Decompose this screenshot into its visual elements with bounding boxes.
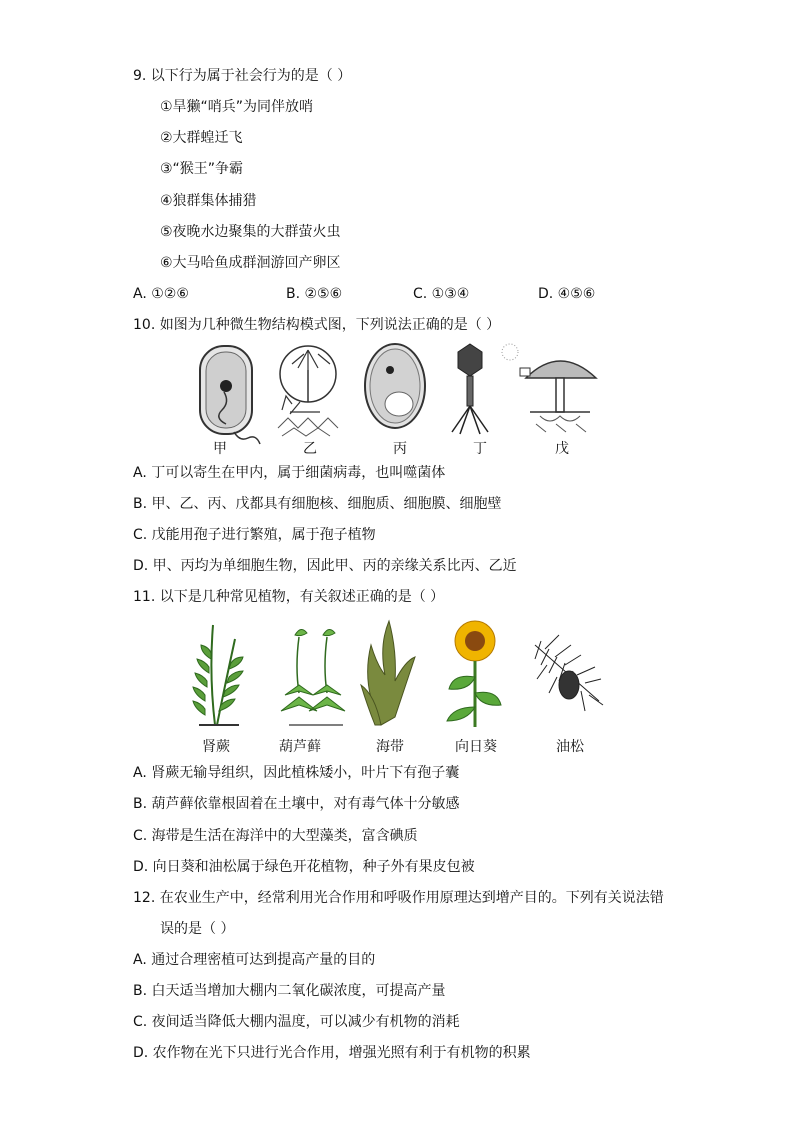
fern-image	[193, 625, 243, 725]
q9-stem: 9. 以下行为属于社会行为的是（ ）	[133, 68, 352, 84]
plant-label-haidai: 海带	[376, 739, 404, 755]
q10-option-c: C. 戊能用孢子进行繁殖，属于孢子植物	[133, 527, 376, 543]
phage-image	[452, 344, 488, 434]
pine-image	[535, 635, 603, 711]
q10-option-d: D. 甲、丙均为单细胞生物，因此甲、丙的亲缘关系比丙、乙近	[133, 558, 517, 574]
q11-option-c: C. 海带是生活在海洋中的大型藻类，富含碘质	[133, 828, 418, 844]
q9-item-4: ④狼群集体捕猎	[160, 193, 257, 209]
yeast-image	[365, 344, 425, 428]
q9-item-2: ②大群蝗迁飞	[160, 130, 243, 146]
plant-label-yousong: 油松	[556, 739, 584, 755]
q10-stem: 10. 如图为几种微生物结构模式图，下列说法正确的是（ ）	[133, 317, 501, 333]
bacterium-image	[200, 346, 260, 444]
q9-options	[133, 284, 733, 304]
q11-option-a: A. 肾蕨无输导组织，因此植株矮小，叶片下有孢子囊	[133, 765, 460, 781]
q11-option-d: D. 向日葵和油松属于绿色开花植物，种子外有果皮包被	[133, 859, 475, 875]
q12-option-b: B. 白天适当增加大棚内二氧化碳浓度，可提高产量	[133, 983, 446, 999]
figure-label-yi: 乙	[303, 441, 317, 457]
q12-stem-line1: 12. 在农业生产中，经常利用光合作用和呼吸作用原理达到增产目的。下列有关说法错	[133, 890, 664, 906]
q9-option-a: A. ①②⑥	[133, 286, 189, 302]
plant-label-shenjue: 肾蕨	[202, 739, 230, 755]
figure-label-ding: 丁	[473, 441, 487, 457]
q9-option-d: D. ④⑤⑥	[538, 286, 596, 302]
q11-option-b: B. 葫芦藓依靠根固着在土壤中，对有毒气体十分敏感	[133, 796, 460, 812]
sunflower-image	[447, 621, 501, 727]
kelp-image	[361, 621, 415, 725]
figure-label-jia: 甲	[213, 441, 227, 457]
figure-label-bing: 丙	[393, 441, 407, 457]
q10-option-a: A. 丁可以寄生在甲内，属于细菌病毒，也叫噬菌体	[133, 465, 446, 481]
q9-item-5: ⑤夜晚水边聚集的大群萤火虫	[160, 224, 341, 240]
q9-item-6: ⑥大马哈鱼成群洄游回产卵区	[160, 255, 341, 271]
q12-option-a: A. 通过合理密植可达到提高产量的目的	[133, 952, 376, 968]
q12-stem-line2: 误的是（ ）	[160, 921, 235, 937]
figure-label-wu: 戊	[555, 441, 569, 457]
moss-image	[281, 629, 345, 725]
plant-label-xiangrikui: 向日葵	[455, 739, 497, 755]
q11-stem: 11. 以下是几种常见植物，有关叙述正确的是（ ）	[133, 589, 445, 605]
mushroom-image	[502, 344, 596, 432]
q9-option-c: C. ①③④	[413, 286, 470, 302]
q9-item-1: ①旱獭“哨兵”为同伴放哨	[160, 99, 314, 115]
plant-figure	[185, 615, 615, 733]
plant-label-huluxian: 葫芦藓	[279, 739, 321, 755]
q12-option-d: D. 农作物在光下只进行光合作用，增强光照有利于有机物的积累	[133, 1045, 531, 1061]
q9-option-b: B. ②⑤⑥	[286, 286, 343, 302]
q12-option-c: C. 夜间适当降低大棚内温度，可以减少有机物的消耗	[133, 1014, 460, 1030]
q9-item-3: ③“猴王”争霸	[160, 161, 244, 177]
q10-option-b: B. 甲、乙、丙、戊都具有细胞核、细胞质、细胞膜、细胞壁	[133, 496, 502, 512]
mold-image	[278, 346, 338, 436]
